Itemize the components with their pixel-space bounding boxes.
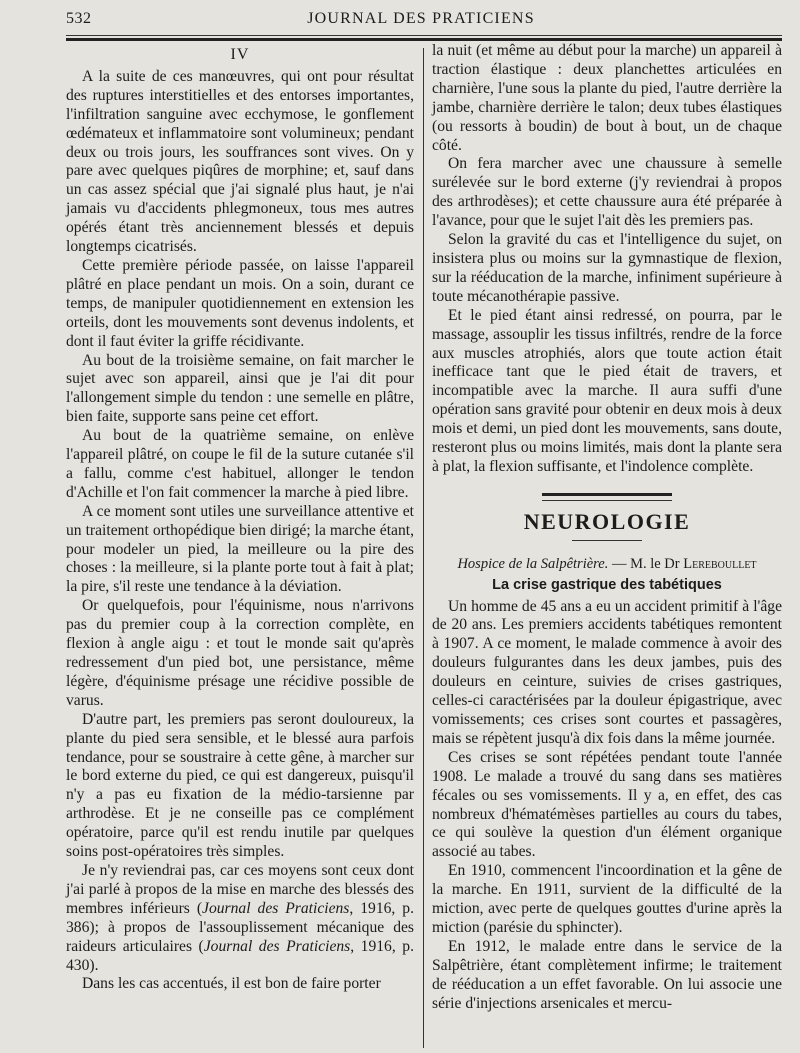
paragraph: Au bout de la troisième semaine, on fait marcher le sujet avec son appareil, ainsi que je l'ai dit pour l'allongement simple du tendon : une semelle en plâtre, bien faite, supporte sans peine cet effort. [66,351,414,426]
paragraph: Dans les cas accentués, il est bon de faire porter [82,975,381,993]
paragraph: Or quelquefois, pour l'équinisme, nous n'arrivons pas du premier coup à la correction complète, en flexion à angle aigu : et tout le monde sait qu'après redressement d'un pied bot, une persistance, même légère, d'équinisme présage une récidive possible de varus. [66,597,414,709]
page-number: 532 [66,10,92,27]
ref-text: Je n'y reviendrai pas, car ces moyens sont ceux dont j'ai parlé à propos de la mise en marche des blessés des membres inférieurs ( [66,861,414,917]
paragraph: On fera marcher avec une chaussure à semelle surélevée sur le bord externe (j'y reviendrai à propos des arthrodèses); et cette chaussure aura été préparée à l'avance, pour que le sujet l'ait dès les premiers pas. [432,155,782,230]
byline-author: Lereboullet [683,555,757,572]
paragraph: Cette première période passée, on laisse l'appareil plâtré en place pendant un mois. On a soin, durant ce temps, de manipuler quotidiennement en extension les orteils, dont les mouvements sont devenus indolents, et dont il faut éviter la griffe récidivante. [66,256,414,350]
paragraph: En 1910, commencent l'incoordination et la gêne de la marche. En 1911, survient de la difficulté de la miction, avec perte de quelques gouttes d'urine après la miction (parésie du sphincter). [432,862,782,936]
paragraph: A la suite de ces manœuvres, qui ont pour résultat des ruptures interstitielles et des entorses importantes, l'infiltration sanguine avec ecchymose, le gonflement œdémateux et inflammatoire sont volumineux; pendant deux ou trois jours, les souffrances sont vives. On y pare avec quelques piqûres de morphine; et, sauf dans un cas assez spécial que j'ai signalé plus haut, je n'ai jamais vu d'accidents phlegmoneux, tous mes autres opérés étant très anciennement blessés et depuis longtemps cicatrisés. [66,67,414,256]
paragraph: Ces crises se sont répétées pendant toute l'année 1908. Le malade a trouvé du sang dans ses matières fécales ou ses vomissements. Il y a, en effet, des cas nombreux d'hématémèses partielles au cours du tabes, ce qui soulève la question d'un élément organique associé au tabes. [432,748,782,861]
ref-text: , 1916, p. 430). [66,937,414,974]
column-divider [423,48,424,1048]
journal-citation: Journal des Praticiens [203,937,351,955]
byline-place: Hospice de la Salpêtrière. [457,555,609,572]
byline [432,555,782,574]
section-number: IV [230,46,250,63]
section-separator [542,493,672,501]
page-header [60,8,782,32]
left-column [66,42,414,994]
reference-paragraph [66,862,414,975]
right-column [432,42,782,1014]
paragraph: A ce moment sont utiles une surveillance attentive et un traitement orthopédique bien dirigé; la marche étant, pour modeler un pied, la meilleure ou la pire des choses : la meilleure, si la plante porte tout à fait à plat; la pire, s'il reste une tendance à la déviation. [66,502,414,596]
byline-dash: — M. le Dr [608,555,684,572]
running-title: JOURNAL DES PRATICIENS [307,10,535,27]
rubric-title: NEUROLOGIE [523,508,691,534]
paragraph: Un homme de 45 ans a eu un accident primitif à l'âge de 20 ans. Les premiers accidents tabétiques remontent à 1907. A ce moment, le malade commence à avoir des douleurs fulgurantes dans les deux jambes, puis des douleurs en ceinture, suivies de crises gastriques, celles-ci caractérisées par la douleur épigastrique, avec vomissements; ces crises sont courtes et passagères, mais se répètent jusqu'à dix fois dans la même journée. [432,597,782,747]
paragraph: Selon la gravité du cas et l'intelligence du sujet, on insistera plus ou moins sur la gymnastique de flexion, sur la rééducation de la marche, infiniment supérieure à toute mécanothérapie passive. [432,231,782,305]
paragraph: En 1912, le malade entre dans le service de la Salpêtrière, étant complètement infirme; le traitement de rééducation a un effet favorable. On lui associe une série d'injections arsenicales et mercu- [432,937,782,1012]
header-rule [66,35,782,41]
paragraph-continuation: la nuit (et même au début pour la marche) un appareil à traction élastique : deux planchettes articulées en charnière, l'une sous la plante du pied, l'autre derrière la jambe, charnière derrière le talon; deux tubes élastiques (ou ressorts à boudin) de bout à bout, un de chaque côté. [432,42,782,154]
paragraph: Au bout de la quatrième semaine, on enlève l'appareil plâtré, on coupe le fil de la suture cutanée s'il a fallu, comme c'est habituel, allonger le tendon d'Achille et l'on fait commencer la marche à pied libre. [66,427,414,501]
ref-text: , 1916, p. 386); à propos de l'assouplissement mécanique des raideurs articulaires ( [66,899,414,955]
rubric-underline [572,540,642,541]
journal-citation: Journal des Praticiens [202,899,350,917]
case-title: La crise gastrique des tabétiques [492,576,722,593]
paragraph: Et le pied étant ainsi redressé, on pourra, par le massage, assouplir les tissus infiltrés, rendre de la force aux muscles atrophiés, alors que toute action était inefficace tant que le pied était de travers, et incompatible avec la marche. Il aura suffi d'une opération sans gravité pour obtenir en deux mois à deux mois et demi, un pied dont les mouvements, sans doute, resteront plus ou moins limités, mais dont la plante sera à plat, la flexion suffisante, et l'indolence complète. [432,306,782,475]
paragraph: D'autre part, les premiers pas seront douloureux, la plante du pied sera sensible, et le blessé aura parfois tendance, pour se soustraire à cette gêne, à marcher sur le bord externe du pied, ce qui est dangereux, puisqu'il n'y a pas eu fixation de la médio-tarsienne par arthrodèse. Et je ne conseille pas ce complément opératoire, parce qu'il est rendu inutile par quelques soins post-opératoires très simples. [66,710,414,861]
